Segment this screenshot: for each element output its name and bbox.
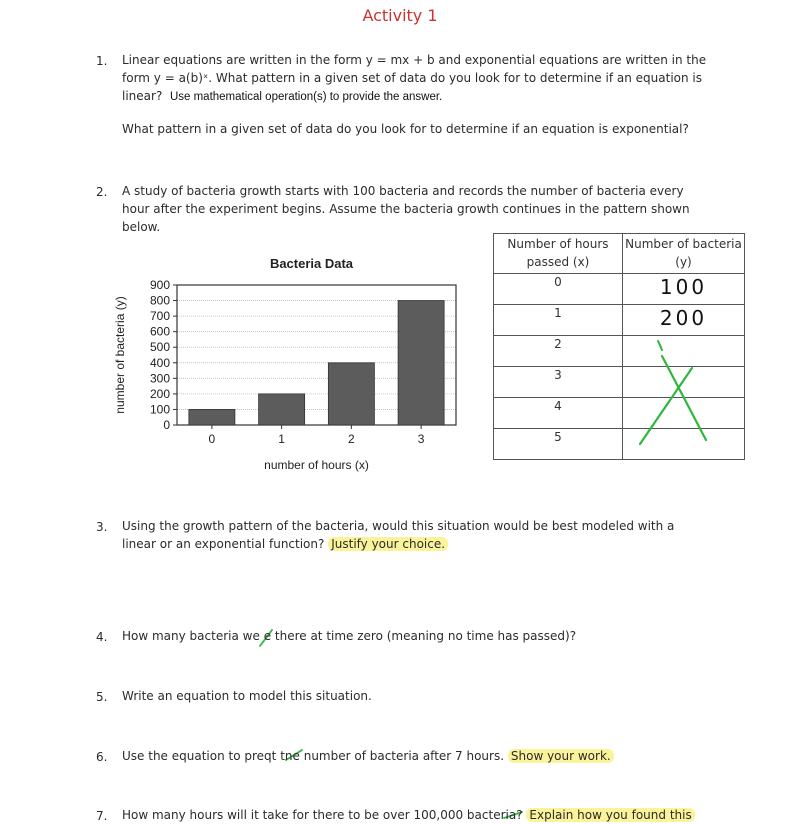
bacteria-bar-chart	[110, 248, 480, 480]
y-tick-label: 600	[149, 324, 170, 339]
q1-line3	[122, 87, 706, 106]
q6-text	[122, 747, 614, 765]
q7-text	[122, 806, 695, 824]
q1-number: 1.	[96, 54, 108, 68]
bar-1	[259, 394, 305, 425]
q4-number: 4.	[96, 630, 108, 644]
q3-line2	[122, 535, 674, 553]
x-tick-label: 1	[278, 432, 285, 446]
cell-y-4[interactable]	[623, 398, 745, 429]
y-tick-label: 700	[149, 309, 170, 324]
q1-text	[122, 51, 706, 106]
q7-number: 7.	[96, 809, 108, 823]
handwritten-y-1: 200	[659, 306, 708, 330]
x-tick-label: 3	[417, 432, 425, 446]
q3-line2-text: linear or an exponential function?	[122, 537, 325, 551]
y-axis-label: number of bacteria (y)	[113, 296, 127, 414]
cell-x-0: 0	[494, 274, 623, 305]
cell-y-3[interactable]	[623, 367, 745, 398]
x-axis-label: number of hours (x)	[264, 458, 369, 472]
q6-number: 6.	[96, 750, 108, 764]
cell-x-4: 4	[494, 398, 623, 429]
cell-y-5[interactable]	[623, 429, 745, 460]
q2-line1: A study of bacteria growth starts with 100 bacteria and records the number of bacteria every	[122, 184, 684, 198]
q1-line1: Linear equations are written in the form y = mx + b and exponential equations are written in the	[122, 53, 707, 67]
q3-text	[122, 517, 674, 553]
y-tick-label: 300	[149, 371, 170, 386]
q3-number: 3.	[96, 520, 108, 534]
cell-y-0[interactable]	[623, 274, 745, 305]
bar-0	[189, 409, 235, 425]
q6-text-c: tne number of bacteria after 7 hours.	[280, 749, 505, 763]
q7-text-a: How many hours will it take for there to be over 100,000 bacteria?	[122, 808, 523, 822]
q6-highlight: Show your work.	[508, 749, 614, 763]
x-tick-label: 2	[348, 432, 355, 446]
handwritten-y-0: 100	[659, 275, 708, 299]
q5-number: 5.	[96, 690, 108, 704]
cell-x-3: 3	[494, 367, 623, 398]
q7-highlight: Explain how you found this	[526, 808, 694, 822]
y-tick-label: 200	[149, 386, 170, 401]
y-tick-label: 100	[149, 402, 170, 417]
q2-text	[122, 182, 690, 236]
y-tick-label: 800	[149, 293, 170, 308]
bar-3	[398, 301, 444, 425]
q1-line3-text: linear?	[122, 89, 163, 103]
data-table	[493, 233, 745, 460]
y-tick-label: 400	[149, 355, 170, 370]
x-tick-label: 0	[208, 432, 216, 446]
q4-text-b: e there at time zero (meaning no time has passed)?	[263, 629, 577, 643]
y-tick-label: 900	[149, 278, 170, 292]
bar-2	[328, 363, 374, 425]
y-tick-label: 500	[149, 340, 170, 355]
q1-line2: form y = a(b)ˣ. What pattern in a given set of data do you look for to determine if an equation is	[122, 71, 702, 85]
cell-y-1[interactable]	[623, 305, 745, 336]
chart-title: Bacteria Data	[269, 256, 354, 271]
q1-instruction: Use mathematical operation(s) to provide the answer.	[169, 91, 443, 103]
cell-y-2[interactable]	[623, 336, 745, 367]
header-hours: Number of hours passed (x)	[494, 234, 623, 274]
q5-text: Write an equation to model this situation.	[122, 689, 372, 703]
q3-line1: Using the growth pattern of the bacteria, would this situation would be best modeled with a	[122, 519, 675, 533]
q3-highlight: Justify your choice.	[328, 537, 448, 551]
q4-text-a: How many bacteria we	[122, 629, 260, 643]
page-title: Activity 1	[362, 6, 438, 25]
q6-text-b: t	[271, 749, 277, 763]
y-tick-label: 0	[163, 418, 170, 432]
q2-line2: hour after the experiment begins. Assume the bacteria growth continues in the pattern shown	[122, 202, 690, 216]
q4-text	[122, 627, 576, 645]
q6-text-a: Use the equation to preq	[122, 749, 272, 763]
q2-number: 2.	[96, 185, 108, 199]
cell-x-2: 2	[494, 336, 623, 367]
header-bacteria: Number of bacteria (y)	[623, 234, 745, 274]
cell-x-1: 1	[494, 305, 623, 336]
q2-line3: below.	[122, 220, 161, 234]
cell-x-5: 5	[494, 429, 623, 460]
q1-subquestion: What pattern in a given set of data do you look for to determine if an equation is exponential?	[122, 122, 689, 136]
